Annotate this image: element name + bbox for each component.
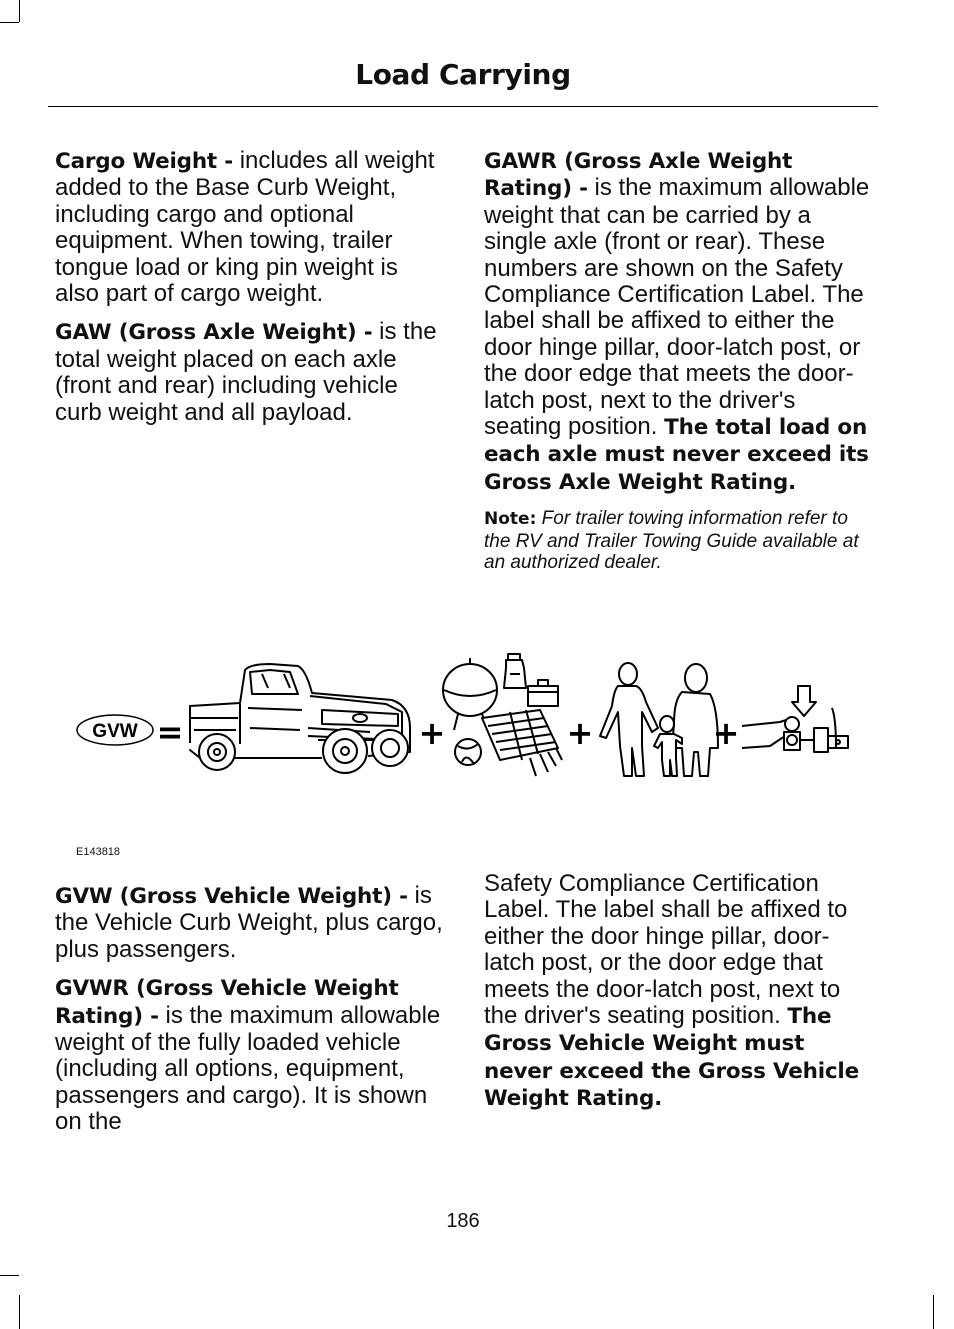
trailer-hitch-icon	[742, 686, 848, 752]
note-text: For trailer towing information refer to the RV and Trailer Towing Guide available at an authorized dealer.	[484, 508, 859, 574]
cargo-weight-term: Cargo Weight -	[55, 149, 234, 174]
gaw-text: is the total weight placed on each axle (front and rear) including vehicle curb weight and all payload.	[55, 318, 437, 426]
gaw-paragraph	[55, 319, 447, 426]
crop-mark-bottom-left-h	[0, 1275, 19, 1276]
passengers-icon	[600, 663, 718, 776]
left-column-top	[55, 148, 447, 438]
left-column-bottom	[55, 883, 447, 1148]
equals-sign: =	[156, 713, 184, 751]
crop-mark-top-left-v	[19, 0, 20, 22]
figure-id: E143818	[76, 846, 121, 858]
gawr-warning: The total load on each axle must never exceed its Gross Axle Weight Rating.	[484, 415, 869, 495]
crop-mark-bottom-left-v	[19, 1295, 20, 1329]
gvw-figure	[70, 648, 852, 788]
header-rule	[48, 106, 878, 107]
cargo-pile-icon	[443, 654, 562, 776]
note-label: Note:	[484, 509, 537, 530]
cargo-weight-paragraph	[55, 148, 447, 307]
page-title: Load Carrying	[355, 58, 571, 91]
pickup-truck-icon	[190, 664, 410, 773]
gvw-text: is the Vehicle Curb Weight, plus cargo, plus passengers.	[55, 882, 443, 963]
gvw-term: GVW (Gross Vehicle Weight) -	[55, 884, 408, 909]
plus-sign-2: +	[566, 714, 594, 752]
gaw-term: GAW (Gross Axle Weight) -	[55, 320, 373, 346]
page-number: 186	[446, 1210, 480, 1232]
crop-mark-bottom-right-v	[933, 1295, 934, 1329]
right-column-bottom	[484, 871, 876, 1125]
gawr-text: is the maximum allowable weight that can be carried by a single axle (front or rear). These numbers are shown on the Safety Compliance Certification Label. The label shall be affixed to either the door hinge pillar, door-latch post, or the door edge that meets the door-latch post, next to the driver's seating position.	[484, 174, 870, 441]
right-column-top	[484, 148, 876, 586]
gvwr-paragraph	[55, 975, 447, 1135]
plus-sign-3: +	[712, 714, 740, 752]
gvw-equation-graphic	[70, 648, 852, 788]
gvwr-term: GVWR (Gross Vehicle Weight Rating) -	[55, 976, 399, 1029]
gvw-paragraph	[55, 883, 447, 963]
plus-sign-1: +	[418, 714, 446, 752]
cargo-weight-text: includes all weight added to the Base Curb Weight, including cargo and optional equipment. When towing, trailer tongue load or king pin weight is also part of cargo weight.	[55, 147, 435, 308]
crop-mark-top-left-h	[0, 22, 19, 23]
gawr-term: GAWR (Gross Axle Weight Rating) -	[484, 149, 793, 202]
gvwr-continued-paragraph	[484, 871, 876, 1113]
gvwr-text: is the maximum allowable weight of the fully loaded vehicle (including all options, equipment, passengers and cargo). It is shown on the	[55, 1001, 441, 1136]
towing-note	[484, 508, 876, 574]
gvw-badge	[77, 715, 153, 745]
gawr-paragraph	[484, 148, 876, 496]
gvw-label: GVW	[92, 721, 138, 742]
gvwr-warning: The Gross Vehicle Weight must never exceed the Gross Vehicle Weight Rating.	[484, 1004, 859, 1112]
gvwr-continued-text: Safety Compliance Certification Label. The label shall be affixed to either the door hinge pillar, door-latch post, or the door edge that meets the door-latch post, next to the driver's seating position.	[484, 870, 848, 1030]
